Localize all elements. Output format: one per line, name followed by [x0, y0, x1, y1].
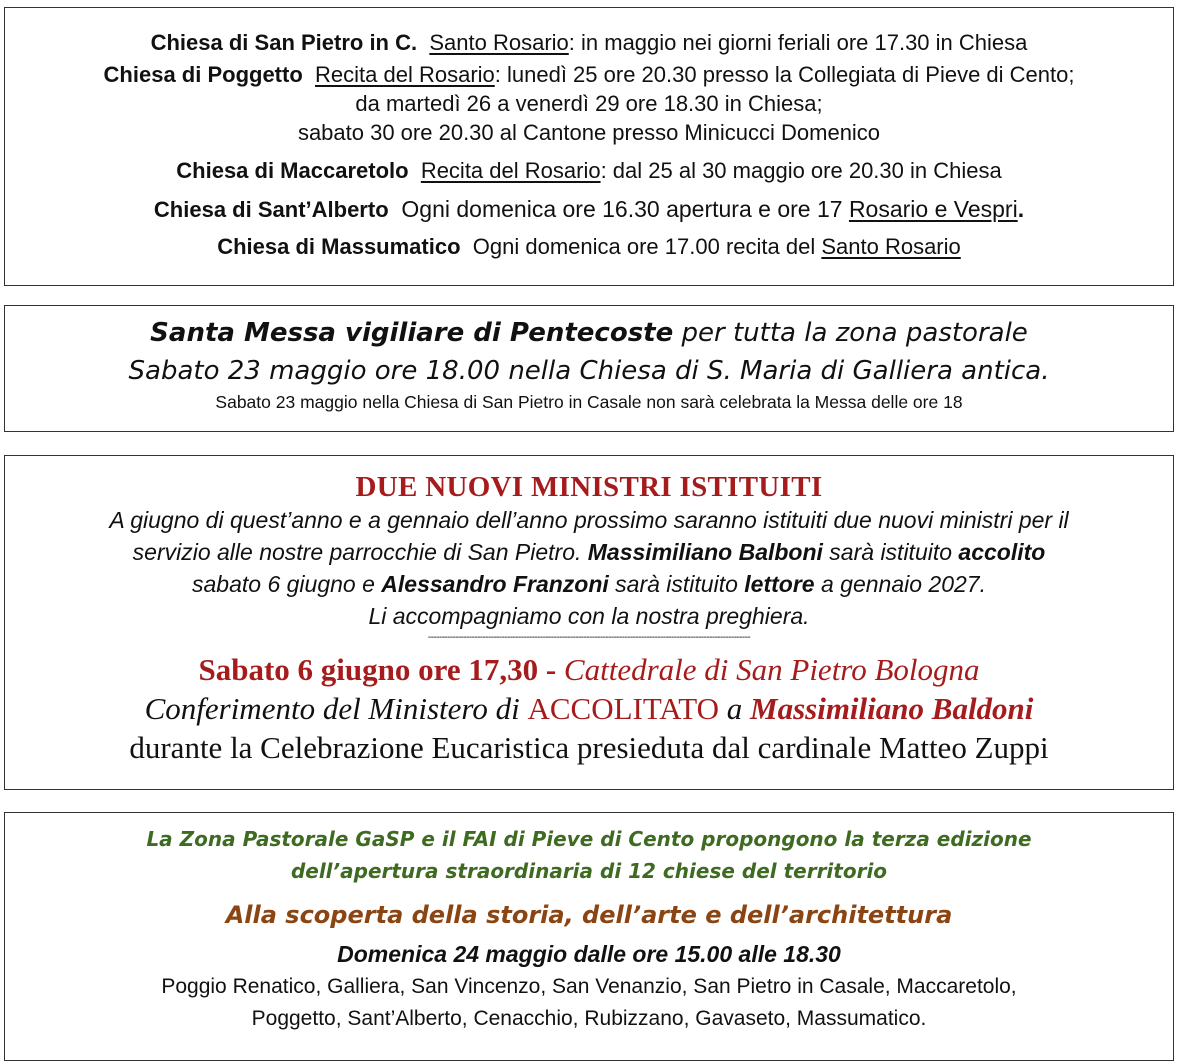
pentecost-note: Sabato 23 maggio nella Chiesa di San Pietro in Casale non sarà celebrata la Messa delle ore 18 [215, 392, 963, 412]
fai-places-line-1: Poggio Renatico, Galliera, San Vincenzo, San Venanzio, San Pietro in Casale, Maccaretolo, [161, 975, 1017, 998]
text-segment: sarà istituito [822, 539, 959, 565]
san-pietro-line [5, 28, 1173, 57]
event-details: Ogni domenica ore 16.30 apertura e ore 17 [401, 196, 843, 222]
church-name: Chiesa di Maccaretolo [176, 158, 409, 183]
pentecost-box [4, 305, 1174, 432]
fai-places-line-2: Poggetto, Sant’Alberto, Cenacchio, Rubizzano, Gavaseto, Massumatico. [251, 1007, 927, 1030]
announcement-line-3 [5, 568, 1173, 600]
celebration-line: durante la Celebrazione Eucaristica presieduta dal cardinale Matteo Zuppi [129, 730, 1049, 765]
dashed-divider: ---------------------------------------------------------------------------------------------------------------------- [427, 632, 751, 643]
church-openings-box [4, 812, 1174, 1061]
announcement-line-1: A giugno di quest’anno e a gennaio dell’anno prossimo saranno istituiti due nuovi ministri per il [109, 507, 1069, 533]
text-segment: servizio alle nostre parrocchie di San Pietro. [132, 539, 588, 565]
conferred-minister-name: Massimiliano Baldoni [750, 691, 1034, 726]
ministers-heading: DUE NUOVI MINISTRI ISTITUITI [355, 471, 823, 503]
line-end: . [1017, 196, 1025, 222]
ministry-title: ACCOLITATO [527, 691, 720, 726]
fai-intro-line-1: La Zona Pastorale GaSP e il FAI di Pieve di Cento propongono la terza edizione [146, 827, 1032, 851]
poggetto-line [5, 60, 1173, 89]
event-place: Cattedrale di San Pietro Bologna [563, 652, 980, 687]
ministers-announcement [5, 504, 1173, 632]
church-name: Chiesa di Massumatico [217, 234, 461, 259]
ministry-role-1: accolito [958, 539, 1046, 565]
santalberto-line [5, 195, 1173, 224]
minister-name-1: Massimiliano Balboni [587, 539, 823, 565]
event-details: : lunedì 25 ore 20.30 presso la Collegiata di Pieve di Cento; [494, 62, 1075, 87]
text-segment: a [719, 691, 751, 726]
event-name: Santo Rosario [821, 234, 961, 259]
event-date-time: Sabato 6 giugno ore 17,30 - [198, 652, 564, 687]
ordination-event-line [5, 650, 1173, 690]
church-name: Chiesa di San Pietro in C. [150, 30, 418, 55]
announcement-line-2 [5, 536, 1173, 568]
text-segment: Conferimento del Ministero di [144, 691, 528, 726]
new-ministers-box [4, 455, 1174, 790]
minister-name-2: Alessandro Franzoni [381, 571, 609, 597]
church-name: Chiesa di Sant’Alberto [153, 197, 389, 222]
pentecost-mass-details: Sabato 23 maggio ore 18.00 nella Chiesa di S. Maria di Galliera antica. [128, 356, 1050, 386]
massumatico-line [5, 232, 1173, 261]
event-name: Recita del Rosario [315, 62, 495, 87]
pentecost-title-bold: Santa Messa vigiliare di Pentecoste [150, 318, 674, 348]
maccaretolo-line [5, 156, 1173, 185]
poggetto-line-2: da martedì 26 a venerdì 29 ore 18.30 in Chiesa; [355, 91, 823, 116]
church-name: Chiesa di Poggetto [103, 62, 303, 87]
conferment-line [5, 690, 1173, 728]
fai-intro-line-2: dell’apertura straordinaria di 12 chiese del territorio [290, 859, 888, 883]
rosary-schedule-box [4, 7, 1174, 286]
text-segment: sarà istituito [608, 571, 745, 597]
ministry-role-2: lettore [744, 571, 815, 597]
event-details: Ogni domenica ore 17.00 recita del [472, 234, 816, 259]
event-name: Santo Rosario [429, 30, 569, 55]
event-name: Rosario e Vespri [848, 196, 1018, 222]
event-details: : in maggio nei giorni feriali ore 17.30 in Chiesa [568, 30, 1028, 55]
event-name: Recita del Rosario [420, 158, 601, 183]
pentecost-title [5, 314, 1173, 352]
poggetto-line-3: sabato 30 ore 20.30 al Cantone presso Minicucci Domenico [297, 120, 881, 145]
text-segment: sabato 6 giugno e [192, 571, 382, 597]
fai-title: Alla scoperta della storia, dell’arte e dell’architettura [225, 901, 953, 929]
pentecost-title-rest: per tutta la zona pastorale [673, 318, 1028, 348]
fai-date: Domenica 24 maggio dalle ore 15.00 alle 18.30 [337, 941, 841, 967]
event-details: : dal 25 al 30 maggio ore 20.30 in Chiesa [600, 158, 1002, 183]
text-segment: a gennaio 2027. [814, 571, 986, 597]
announcement-line-4: Li accompagniamo con la nostra preghiera. [368, 603, 810, 629]
